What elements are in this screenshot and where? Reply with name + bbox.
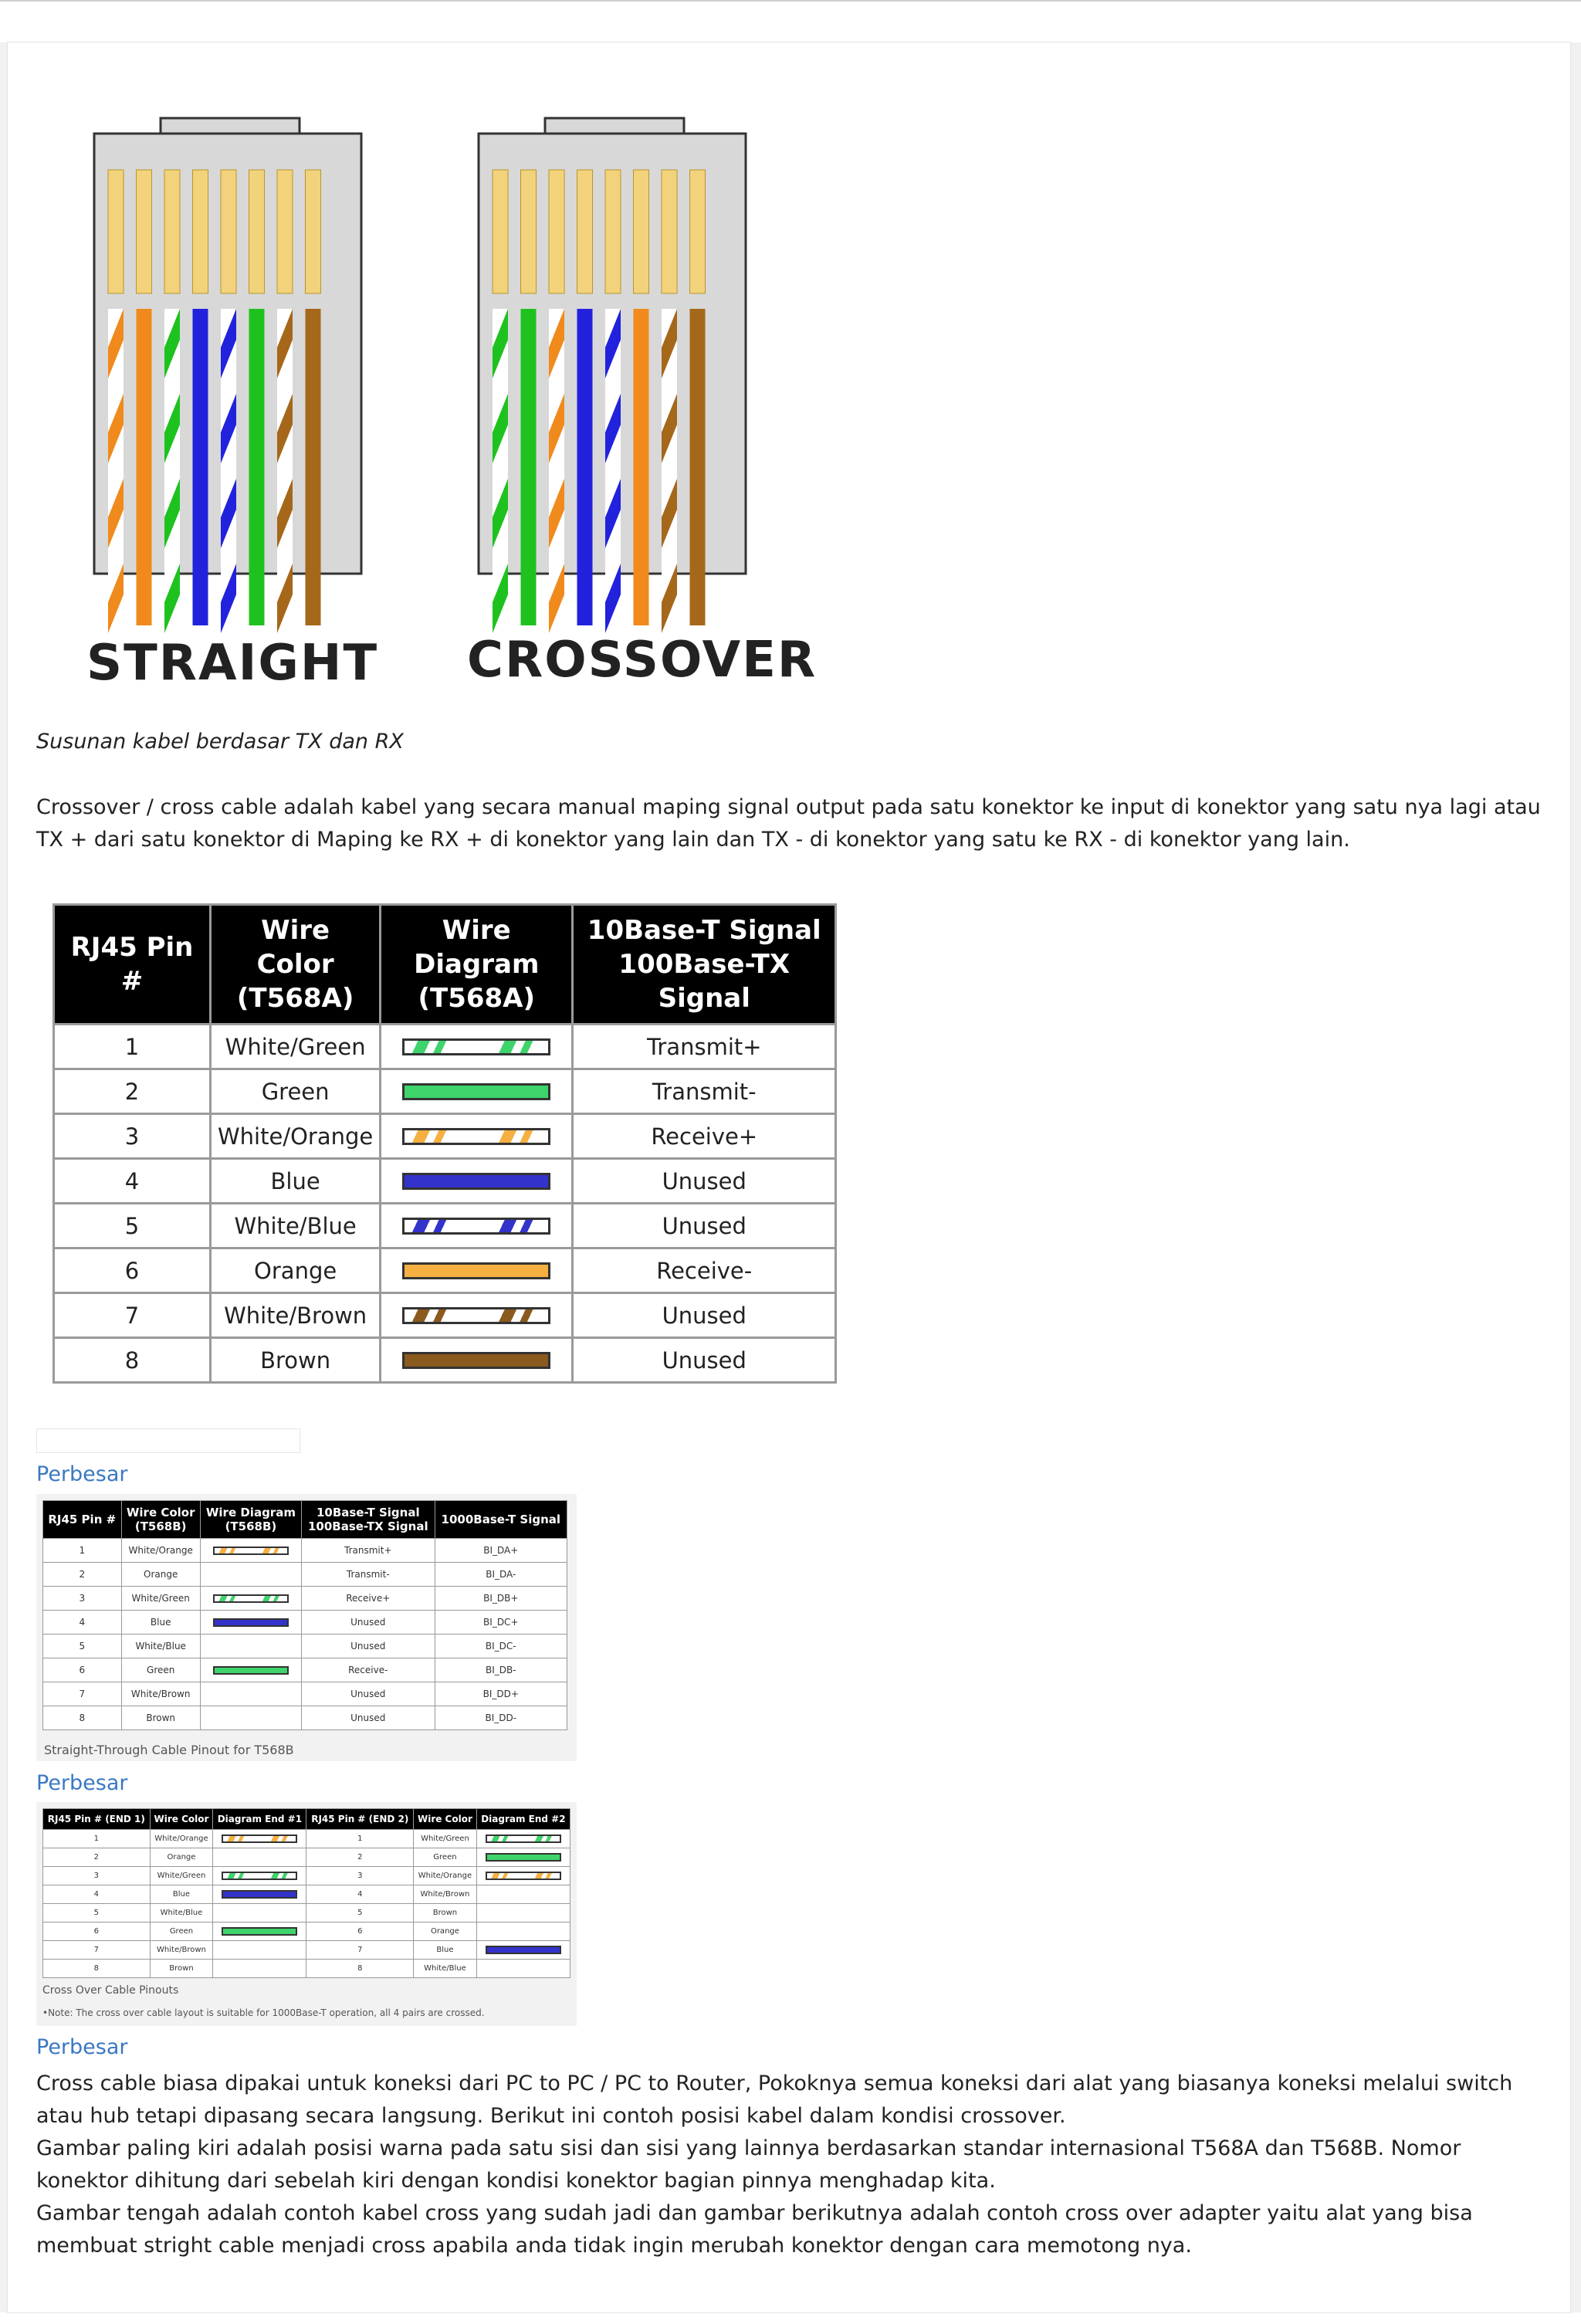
mini-cell: 3 [43,1587,122,1611]
mini-cell: Green [150,1923,213,1941]
signal-cell: Unused [573,1293,836,1338]
mini-cell: White/Blue [121,1635,200,1658]
wire-diagram-cell [381,1338,573,1383]
straight-wire-6 [249,309,265,625]
wire-diagram-cell [381,1159,573,1204]
signal-cell: Unused [573,1338,836,1383]
mini-diagram-cell [476,1960,570,1978]
mini-cell: 5 [43,1904,151,1923]
empty-image-frame [36,1428,300,1453]
crossover-wire-7 [662,309,677,633]
enlarge-link-1[interactable]: Perbesar [36,1462,128,1486]
pin-cell: 8 [54,1338,211,1383]
crossover-contact-2 [521,170,537,293]
wire-diagram-bar [213,1594,289,1603]
paragraph-left-image: Gambar paling kiri adalah posisi warna pada satu sisi dan sisi yang lainnya berdasarkan standar internasional T568A dan T568B. Nomor konektor dihitung dari sebelah kiri dengan kondisi konektor bagian pinnya menghadap kita. [36,2136,1461,2193]
mini-header: Wire Color [150,1809,213,1830]
table-row [43,1848,570,1867]
mini-cell: 4 [306,1885,414,1904]
mini-cell: Orange [121,1563,200,1587]
crossover-contact-5 [605,170,621,293]
mini-diagram-cell [213,1867,306,1885]
mini-header: 10Base-T Signal 100Base-TX Signal [301,1501,435,1539]
pin-cell: 3 [54,1114,211,1159]
mini-cell: Blue [414,1941,477,1960]
crossover-contact-7 [662,170,677,293]
mini-cell: Orange [414,1923,477,1941]
mini-cell: Blue [121,1611,200,1635]
table-row [43,1885,570,1904]
mini-cell: White/Brown [121,1682,200,1706]
pin-cell: 4 [54,1159,211,1204]
header-wire-diagram: Wire Diagram (T568A) [381,905,573,1025]
mini-diagram-cell [476,1885,570,1904]
wire-diagram-bar [402,1038,550,1055]
wire-diagram-cell [381,1025,573,1069]
crossover-wire-2 [521,309,537,625]
mini-cell: 8 [306,1960,414,1978]
mini-cell: Brown [121,1706,200,1730]
pin-cell: 2 [54,1069,211,1114]
table-row [43,1587,567,1611]
mini-diagram-cell [200,1611,301,1635]
straight-contact-4 [193,170,208,293]
image-caption: Susunan kabel berdasar TX dan RX [36,730,404,754]
table-row [43,1635,567,1658]
crossover-plug [479,118,746,633]
mini-header: Wire Diagram (T568B) [200,1501,301,1539]
straight-wire-2 [137,309,152,625]
mini-diagram-cell [213,1960,306,1978]
wire-diagram-cell [381,1114,573,1159]
mini-cell: 3 [306,1867,414,1885]
table-row [54,1293,836,1338]
mini-cell: White/Brown [150,1941,213,1960]
mini-header: Diagram End #2 [476,1809,570,1830]
wire-color-cell: Green [211,1069,381,1114]
mini-cell: Green [414,1848,477,1867]
crossover-contact-4 [577,170,593,293]
mini-cell: 2 [306,1848,414,1867]
t568b-mini-table [42,1500,567,1730]
wire-color-cell: White/Orange [211,1114,381,1159]
mini-cell: BI_DB+ [435,1587,567,1611]
mini-cell: 7 [43,1941,151,1960]
mini-cell: Transmit+ [301,1539,435,1563]
table-row [43,1867,570,1885]
mini-cell: Receive+ [301,1587,435,1611]
wire-diagram-cell [381,1293,573,1338]
mini-cell: Unused [301,1635,435,1658]
crossover-table-image[interactable] [36,1802,577,2026]
wire-diagram-cell [381,1248,573,1293]
straight-contact-6 [249,170,265,293]
mini-diagram-cell [213,1941,306,1960]
wire-diagram-bar [402,1083,550,1100]
straight-wire-7 [277,309,293,633]
wire-diagram-bar [402,1262,550,1279]
mini-diagram-cell [213,1848,306,1867]
mini-cell: Unused [301,1682,435,1706]
mini-diagram-cell [476,1923,570,1941]
mini-cell: White/Orange [150,1830,213,1848]
mini-cell: 1 [43,1830,151,1848]
signal-cell: Unused [573,1204,836,1248]
mini-cell: Transmit- [301,1563,435,1587]
straight-contact-5 [221,170,236,293]
straight-wire-8 [306,309,321,625]
mini-diagram-cell [200,1658,301,1682]
table-row [43,1904,570,1923]
straight-wire-5 [221,309,236,633]
mini-cell: BI_DD+ [435,1682,567,1706]
mini-header: RJ45 Pin # [43,1501,122,1539]
straight-contact-7 [277,170,293,293]
crossover-wire-5 [605,309,621,633]
mini-cell: 4 [43,1611,122,1635]
table-row [43,1563,567,1587]
crossover-caption: Cross Over Cable Pinouts [42,1984,179,1997]
crossover-contact-1 [493,170,508,293]
table-row [54,1069,836,1114]
crossover-wire-3 [549,309,564,633]
wire-diagram-bar [222,1834,297,1843]
mini-cell: 2 [43,1563,122,1587]
mini-header: RJ45 Pin # (END 2) [306,1809,414,1830]
table-row [43,1923,570,1941]
wire-diagram-bar [222,1872,297,1880]
mini-diagram-cell [213,1830,306,1848]
signal-cell: Transmit- [573,1069,836,1114]
mini-diagram-cell [200,1635,301,1658]
mini-cell: BI_DB- [435,1658,567,1682]
mini-cell: 8 [43,1706,122,1730]
mini-diagram-cell [213,1885,306,1904]
paragraph-usage: Cross cable biasa dipakai untuk koneksi dari PC to PC / PC to Router, Pokoknya semua koneksi dari alat yang biasanya koneksi melalui switch atau hub tetapi dipasang secara langsung. Berikut ini contoh posisi kabel dalam kondisi crossover. [36,2072,1513,2128]
header-signal: 10Base-T Signal 100Base-TX Signal [573,905,836,1025]
header-pin: RJ45 Pin # [54,905,211,1025]
t568a-pin-table [52,903,837,1384]
straight-wire-4 [193,309,208,625]
mini-cell: BI_DA- [435,1563,567,1587]
mini-cell: White/Orange [121,1539,200,1563]
mini-diagram-cell [476,1867,570,1885]
table-row [43,1830,570,1848]
mini-cell: Unused [301,1611,435,1635]
crossover-label: CROSSOVER [467,632,818,689]
signal-cell: Receive+ [573,1114,836,1159]
straight-contact-8 [306,170,321,293]
mini-cell: White/Blue [150,1904,213,1923]
pin-cell: 1 [54,1025,211,1069]
mini-diagram-cell [200,1682,301,1706]
mini-cell: Green [121,1658,200,1682]
signal-cell: Transmit+ [573,1025,836,1069]
crossover-wire-4 [577,309,593,625]
table-row [43,1706,567,1730]
crossover-wire-8 [690,309,706,625]
mini-header: Wire Color (T568B) [121,1501,200,1539]
paragraph-middle-image: Gambar tengah adalah contoh kabel cross yang sudah jadi dan gambar berikutnya adalah contoh cross over adapter yaitu alat yang bisa membuat stright cable menjadi cross apabila anda tidak ingin merubah konektor dengan cara memotong nya. [36,2201,1473,2258]
wire-color-cell: White/Blue [211,1204,381,1248]
straight-contact-1 [108,170,124,293]
crossover-wire-6 [634,309,649,625]
pin-cell: 5 [54,1204,211,1248]
wire-diagram-bar [213,1618,289,1627]
crossover-mini-table [42,1808,570,1978]
intro-paragraph: Crossover / cross cable adalah kabel yang secara manual maping signal output pada satu konektor ke input di konektor yang satu nya lagi atau TX + dari satu konektor di Maping ke RX + di konektor yang lain dan TX - di konektor yang satu ke RX - di konektor yang lain. [36,795,1541,852]
mini-cell: BI_DD- [435,1706,567,1730]
signal-cell: Unused [573,1159,836,1204]
t568b-caption: Straight-Through Cable Pinout for T568B [44,1743,294,1757]
wire-diagram-bar [402,1218,550,1235]
mini-cell: BI_DC- [435,1635,567,1658]
mini-diagram-cell [476,1904,570,1923]
top-divider [0,0,1581,2]
mini-cell: Unused [301,1706,435,1730]
crossover-contact-8 [690,170,706,293]
mini-diagram-cell [200,1539,301,1563]
mini-cell: Receive- [301,1658,435,1682]
mini-cell: 7 [43,1682,122,1706]
mini-header: Diagram End #1 [213,1809,306,1830]
right-gutter [1570,42,1581,2312]
wire-color-cell: Brown [211,1338,381,1383]
mini-diagram-cell [213,1904,306,1923]
crossover-contact-3 [549,170,564,293]
mini-diagram-cell [200,1563,301,1587]
mini-header: RJ45 Pin # (END 1) [43,1809,151,1830]
wire-diagram-bar [402,1128,550,1145]
mini-cell: White/Green [150,1867,213,1885]
pin-cell: 6 [54,1248,211,1293]
wire-color-cell: White/Green [211,1025,381,1069]
table-row [54,1114,836,1159]
straight-label: STRAIGHT [86,635,379,692]
wire-diagram-bar [402,1307,550,1324]
straight-wire-1 [108,309,124,633]
mini-diagram-cell [476,1830,570,1848]
wire-color-cell: Blue [211,1159,381,1204]
mini-cell: 7 [306,1941,414,1960]
table-row [43,1960,570,1978]
mini-diagram-cell [476,1941,570,1960]
t568b-table-image[interactable] [36,1494,577,1761]
table-row [43,1611,567,1635]
table-row [54,1025,836,1069]
signal-cell: Receive- [573,1248,836,1293]
straight-plug [94,118,361,633]
crossover-contact-6 [634,170,649,293]
mini-cell: 8 [43,1960,151,1978]
wire-color-cell: White/Brown [211,1293,381,1338]
mini-cell: Orange [150,1848,213,1867]
mini-cell: 5 [43,1635,122,1658]
mini-cell: White/Green [121,1587,200,1611]
mini-cell: 6 [43,1923,151,1941]
enlarge-link-2[interactable]: Perbesar [36,1771,128,1795]
mini-cell: 4 [43,1885,151,1904]
mini-header: Wire Color [414,1809,477,1830]
table-row [43,1941,570,1960]
wire-diagram-bar [486,1834,561,1843]
mini-cell: White/Brown [414,1885,477,1904]
mini-cell: BI_DC+ [435,1611,567,1635]
mini-cell: White/Orange [414,1867,477,1885]
wire-diagram-bar [486,1853,561,1862]
wire-diagram-cell [381,1204,573,1248]
wire-diagram-bar [213,1666,289,1675]
wire-diagram-bar [486,1872,561,1880]
header-wire-color: Wire Color (T568A) [211,905,381,1025]
wire-color-cell: Orange [211,1248,381,1293]
wire-diagram-bar [213,1547,289,1555]
enlarge-link-3[interactable]: Perbesar [36,2035,128,2059]
rj45-plugs-illustration [77,116,787,703]
mini-diagram-cell [213,1923,306,1941]
table-row [43,1539,567,1563]
mini-cell: BI_DA+ [435,1539,567,1563]
mini-cell: 2 [43,1848,151,1867]
mini-diagram-cell [200,1587,301,1611]
straight-wire-3 [164,309,180,633]
mini-cell: 1 [43,1539,122,1563]
straight-contact-3 [164,170,180,293]
table-row [54,1204,836,1248]
wire-diagram-bar [402,1352,550,1369]
wire-diagram-cell [381,1069,573,1114]
mini-cell: 1 [306,1830,414,1848]
table-row [54,1338,836,1383]
table-row [43,1658,567,1682]
mini-cell: 3 [43,1867,151,1885]
straight-contact-2 [137,170,152,293]
crossover-wire-1 [493,309,508,633]
mini-cell: White/Blue [414,1960,477,1978]
mini-header: 1000Base-T Signal [435,1501,567,1539]
table-row [54,1159,836,1204]
mini-cell: 6 [306,1923,414,1941]
mini-cell: White/Green [414,1830,477,1848]
table-row [54,1248,836,1293]
crossover-note: •Note: The cross over cable layout is suitable for 1000Base-T operation, all 4 pairs are crossed. [42,2007,485,2018]
mini-diagram-cell [476,1848,570,1867]
table-header-row [54,905,836,1025]
mini-cell: Blue [150,1885,213,1904]
mini-cell: 6 [43,1658,122,1682]
wire-diagram-bar [486,1946,561,1954]
wire-diagram-bar [222,1927,297,1936]
mini-cell: 5 [306,1904,414,1923]
table-row [43,1682,567,1706]
mini-cell: Brown [414,1904,477,1923]
wire-diagram-bar [222,1890,297,1899]
pin-cell: 7 [54,1293,211,1338]
mini-diagram-cell [200,1706,301,1730]
mini-cell: Brown [150,1960,213,1978]
wire-diagram-bar [402,1173,550,1190]
